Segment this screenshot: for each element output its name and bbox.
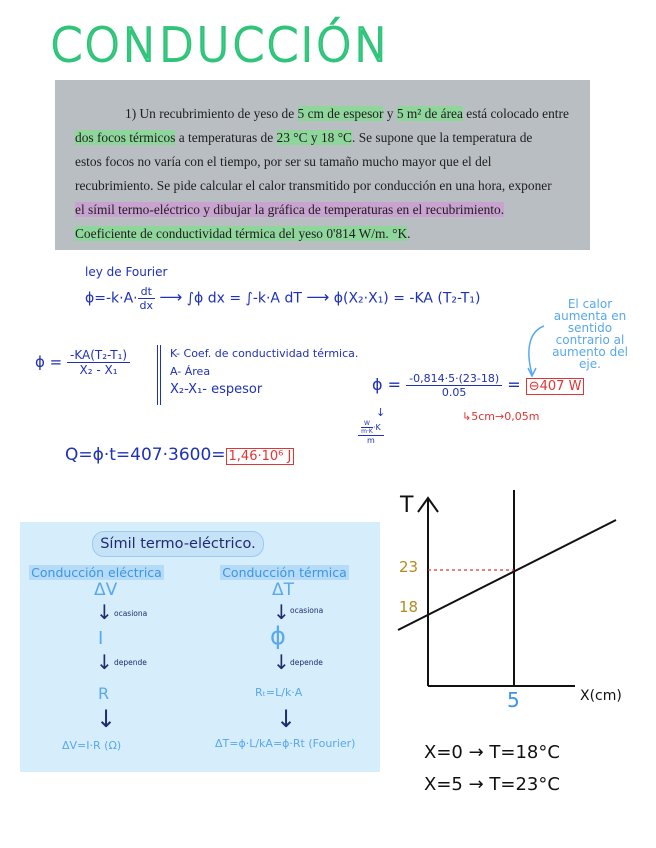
current-symbol: I [98,628,104,649]
ohm-law: ΔV=I·R (Ω) [62,739,122,752]
voltage-symbol: ΔV [94,580,118,600]
units-arrow: ↓ [376,406,386,419]
arrow-5: ↓ [273,650,290,674]
general-formula: ϕ = $\frac{\text{-KA(T₂-T₁)}}{\text{X₂ - X₁}}$ [35,348,130,377]
problem-photo [55,80,590,250]
problem-line-4: recubrimiento. Se pide calcular el calor transmitido por conducción en una hora, exponer [75,178,552,193]
legend-k: K- Coef. de conductividad térmica. [170,347,359,360]
power-result: ⊖407 W [526,378,585,395]
thermal-causes: ocasiona [290,606,324,615]
problem-line-3: estos focos no varía con el tiempo, por ser su tamaño mucho mayor que el del [75,154,492,169]
problem-line-6: Coeficiente de conductividad térmica del yeso 0'814 W/m. °K. [75,226,411,241]
boundary-x5: X=5 → T=23°C [424,774,560,795]
problem-line-2: dos focos térmicos a temperaturas de 23 °C y 18 °C. Se supone que la temperatura de [75,130,533,145]
thermal-resistance: Rₜ=L/k·A [255,686,303,699]
resistance-symbol: R [98,684,110,703]
unit-conversion: ↳5cm→0,05m [462,410,540,423]
boundary-x0: X=0 → T=18°C [424,742,560,763]
fourier-thermal: ΔT=ϕ·L/kA=ϕ·Rt (Fourier) [215,737,356,750]
temperature-graph [390,490,640,715]
arrow-2: ↓ [96,650,113,674]
flux-symbol: ϕ [270,622,286,650]
arrow-6: ↓ [276,705,297,733]
formula-legend [170,345,358,399]
page-title: CONDUCCIÓN [50,18,391,72]
y-axis-label: T [400,493,414,518]
numeric-calc: ϕ = $\frac{-0,814\cdot 5\cdot(23-18)}{0.05}$ = ⊖407 W [372,372,584,399]
simil-title: Símil termo-eléctrico. [92,531,264,557]
legend-divider [157,345,161,405]
thermal-column [212,562,357,581]
fourier-equation: ϕ=-k·A· $\frac{dt}{dx}$ ⟶ ∫ϕ dx = ∫-k·A dT ⟶ ϕ(X₂·X₁) = -KA (T₂-T₁) [85,285,481,312]
thermal-header: Conducción térmica [222,565,347,580]
problem-line-1: 1) Un recubrimiento de yeso de 5 cm de espesor y 5 m² de área está colocado entre [125,106,569,121]
electric-column [24,562,169,581]
heat-result: 1,46·10⁶ J [226,448,295,465]
legend-thickness: X₂-X₁- espesor [170,382,263,397]
arrow-3: ↓ [96,705,117,733]
arrow-4: ↓ [273,600,290,624]
legend-a: A- Área [170,365,211,378]
side-note: El calor aumenta en sentido contrario al aumento del eje. [552,297,628,371]
problem-line-5: el símil termo-eléctrico y dibujar la gráfica de temperaturas en el recubrimiento. [75,202,505,217]
x-axis-label: X(cm) [580,688,622,704]
electric-causes: ocasiona [114,609,148,618]
tick-23: 23 [399,558,419,576]
tick-18: 18 [399,598,419,616]
simil-panel [20,522,380,772]
tick-5: 5 [507,688,520,712]
fourier-label: ley de Fourier [85,265,168,279]
thermal-depends: depende [290,658,323,667]
arrow-1: ↓ [96,600,113,624]
heat-calc: Q=ϕ·t=407·3600= 1,46·10⁶ J [65,445,294,465]
delta-t-symbol: ΔT [272,580,295,600]
electric-depends: depende [114,658,147,667]
temperature-line [398,520,616,630]
units-check: $\frac{W}{m\cdot K}$ ·K m [358,420,384,445]
electric-header: Conducción eléctrica [31,565,162,580]
